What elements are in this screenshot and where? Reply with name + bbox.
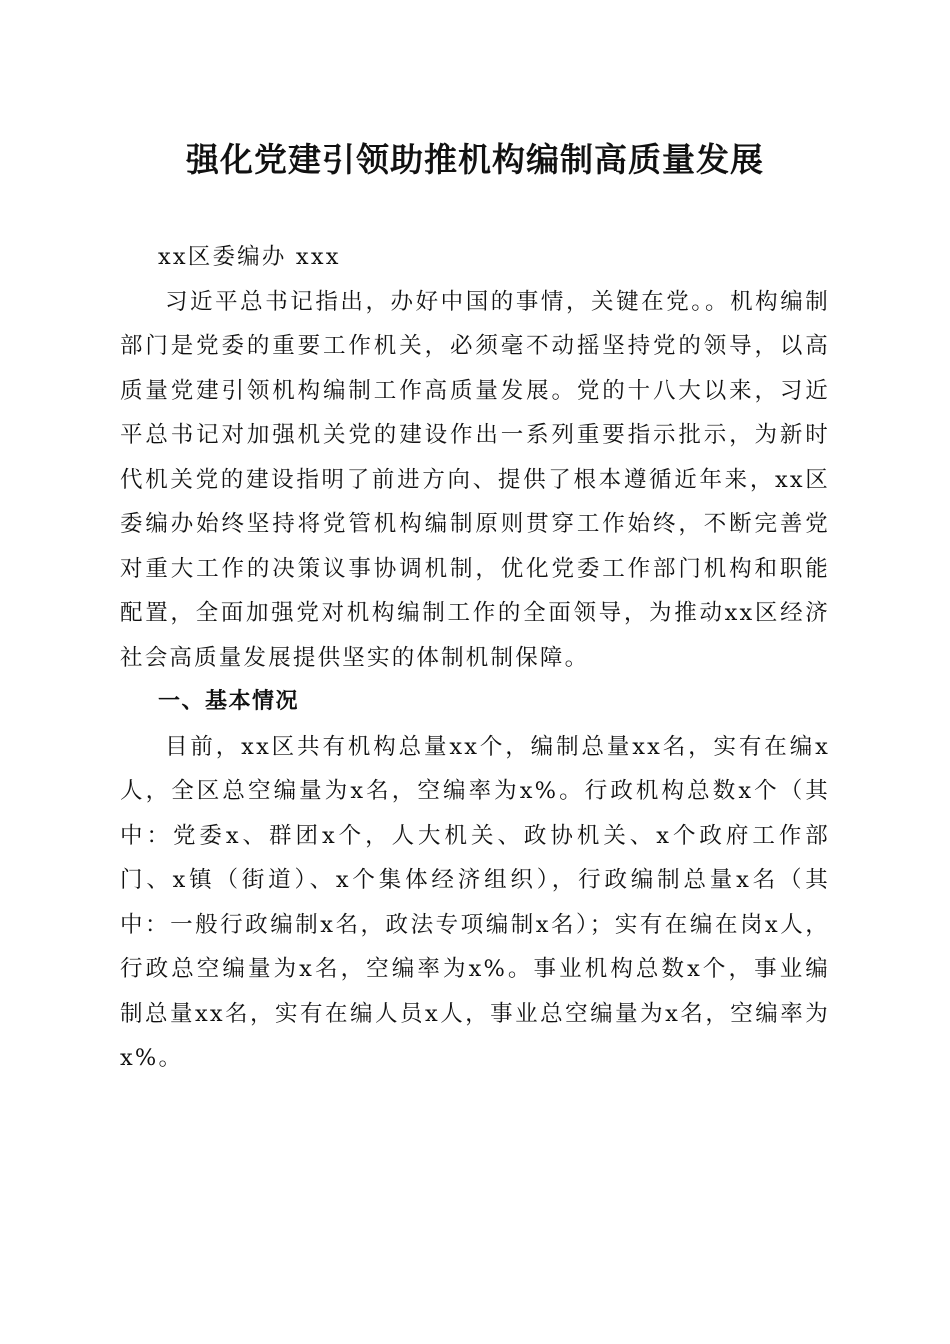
section-heading: 一、基本情况	[158, 689, 300, 714]
author-byline: xx区委编办 xxx	[158, 244, 341, 270]
document-body	[120, 235, 830, 1081]
section-paragraph: 目前，xx区共有机构总量xx个，编制总量xx名，实有在编x人，全区总空编量为x名，空编率为x%。行政机构总数x个（其中：党委x、群团x个，人大机关、政协机关、x个政府工作部门、x镇（街道）、x个集体经济组织），行政编制总量x名（其中：一般行政编制x名，政法专项编制x名）；实有在编在岗x人，行政总空编量为x名，空编率为x%。事业机构总数x个，事业编制总量xx名，实有在编人员x人，事业总空编量为x名，空编率为x%。	[120, 733, 830, 1071]
intro-paragraph: 习近平总书记指出，办好中国的事情，关键在党。。机构编制部门是党委的重要工作机关，必须毫不动摇坚持党的领导，以高质量党建引领机构编制工作高质量发展。党的十八大以来，习近平总书记对加强机关党的建设作出一系列重要指示批示，为新时代机关党的建设指明了前进方向、提供了根本遵循近年来，xx区委编办始终坚持将党管机构编制原则贯穿工作始终，不断完善党对重大工作的决策议事协调机制，优化党委工作部门机构和职能配置，全面加强党对机构编制工作的全面领导，为推动xx区经济社会高质量发展提供坚实的体制机制保障。	[120, 288, 830, 671]
document-title: 强化党建引领助推机构编制高质量发展	[186, 140, 764, 179]
